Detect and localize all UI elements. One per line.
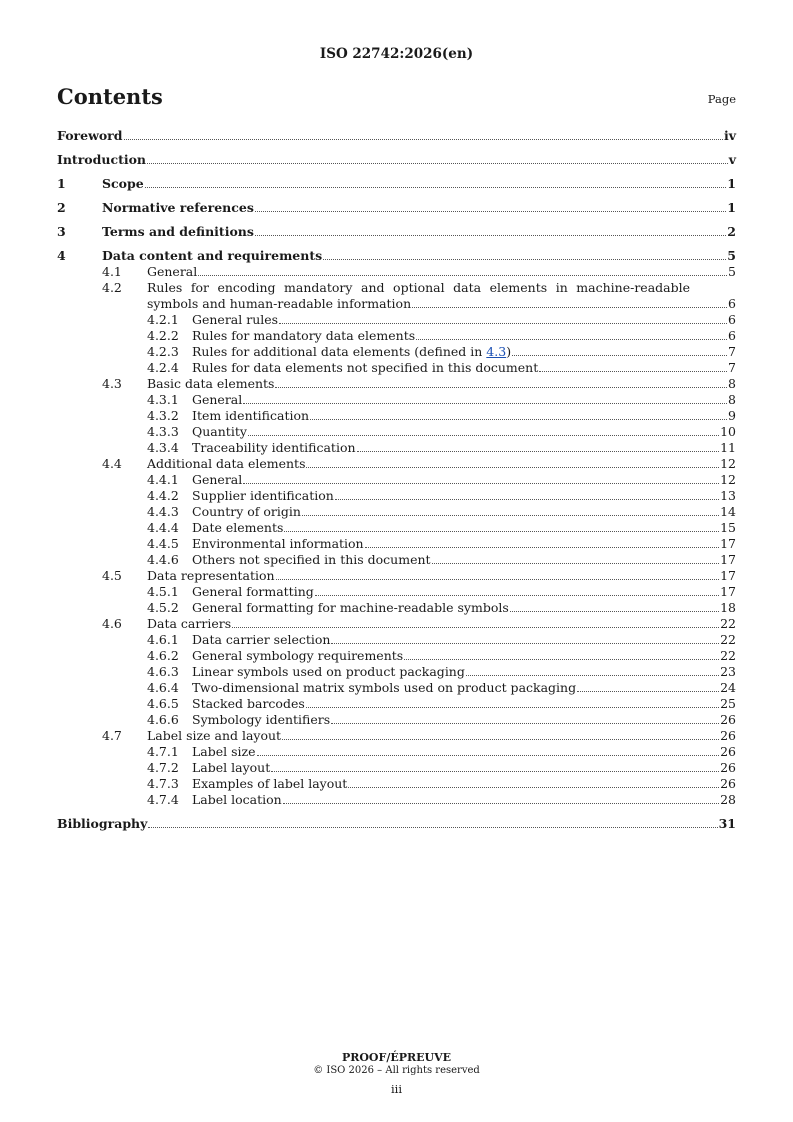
toc-entry-title: Additional data elements [147, 456, 306, 471]
toc-entry-number: 4.6.1 [147, 632, 179, 647]
leader-dots [255, 211, 726, 212]
document-id-header: ISO 22742:2026(en) [319, 46, 474, 62]
toc-entry-page: 23 [720, 664, 736, 679]
toc-entry-title: Rules for data elements not specified in this document [192, 360, 539, 375]
leader-dots [124, 139, 723, 140]
copyright-notice: © ISO 2026 – All rights reserved [313, 1065, 480, 1076]
leader-dots [331, 723, 719, 724]
toc-entry-number: 4.7.3 [147, 776, 179, 791]
toc-entry-number: 1 [57, 176, 66, 191]
toc-entry-number: 4.6.5 [147, 696, 179, 711]
toc-entry-page: 24 [720, 680, 736, 695]
toc-entry-title: Label location [192, 792, 282, 807]
toc-entry-number: 4.4 [102, 456, 122, 471]
toc-entry-title: Environmental information [192, 536, 364, 551]
toc-entry[interactable] [57, 536, 736, 552]
toc-entry-number: 4.5 [102, 568, 122, 583]
toc-entry-number: 2 [57, 200, 66, 215]
toc-entry-title: Item identification [192, 408, 310, 423]
toc-entry-page: 7 [728, 344, 736, 359]
leader-dots [412, 307, 727, 308]
toc-entry-number: 3 [57, 224, 66, 239]
toc-entry[interactable] [57, 520, 736, 536]
leader-dots [310, 419, 727, 420]
toc-entry-number: 4.4.4 [147, 520, 179, 535]
toc-entry[interactable] [57, 696, 736, 712]
toc-entry-number: 4.2 [102, 280, 122, 295]
toc-entry-title: Label size [192, 744, 256, 759]
leader-dots [147, 163, 728, 164]
toc-entry-title: Symbology identifiers [192, 712, 331, 727]
toc-entry-page: 1 [727, 200, 736, 215]
toc-entry[interactable] [57, 224, 736, 240]
toc-entry-title: Foreword [57, 128, 123, 143]
toc-entry-title: Basic data elements [147, 376, 275, 391]
toc-entry-number: 4.5.1 [147, 584, 179, 599]
leader-dots [306, 707, 719, 708]
toc-entry-title: Others not specified in this document [192, 552, 431, 567]
toc-entry-page: 6 [728, 328, 736, 343]
toc-entry-page: 8 [728, 392, 736, 407]
proof-label: PROOF/ÉPREUVE [341, 1051, 452, 1064]
toc-entry-title: Traceability identification [192, 440, 356, 455]
toc-entry[interactable] [57, 776, 736, 792]
leader-dots [243, 403, 727, 404]
toc-entry-number: 4.7 [102, 728, 122, 743]
toc-entry-number: 4.3.2 [147, 408, 179, 423]
toc-entry[interactable] [57, 424, 736, 440]
toc-entry-number: 4.7.1 [147, 744, 179, 759]
toc-entry[interactable] [57, 264, 736, 280]
toc-entry-title: General [147, 264, 198, 279]
toc-entry-page: 22 [720, 616, 736, 631]
toc-entry-number: 4.3.4 [147, 440, 179, 455]
toc-entry-title: Two-dimensional matrix symbols used on product packaging [192, 680, 577, 695]
toc-entry-page: 1 [727, 176, 736, 191]
toc-entry-number: 4.6.2 [147, 648, 179, 663]
toc-entry[interactable] [57, 152, 736, 168]
toc-entry-page: 17 [720, 584, 736, 599]
leader-dots [257, 755, 720, 756]
leader-dots [145, 187, 727, 188]
toc-entry[interactable] [57, 472, 736, 488]
leader-dots [271, 771, 719, 772]
toc-entry-title: Data carrier selection [192, 632, 331, 647]
toc-entry-number: 4.4.1 [147, 472, 179, 487]
toc-entry-number: 4.7.2 [147, 760, 179, 775]
toc-entry-number: 4.2.2 [147, 328, 179, 343]
toc-entry-page: iv [723, 128, 736, 143]
toc-entry-title: Normative references [102, 200, 254, 215]
toc-entry-page: 5 [728, 264, 736, 279]
toc-entry[interactable] [57, 408, 736, 424]
toc-entry[interactable] [57, 360, 736, 376]
toc-entry-title: Label layout [192, 760, 271, 775]
toc-entry[interactable] [57, 600, 736, 616]
toc-entry-page: 8 [728, 376, 736, 391]
toc-entry-page: 15 [720, 520, 736, 535]
leader-dots [331, 643, 719, 644]
toc-entry-title: Date elements [192, 520, 284, 535]
toc-entry-title: Rules for encoding mandatory and optional data elements in machine-readable [147, 280, 690, 295]
page-column-label: Page [707, 92, 736, 106]
toc-entry-page: 12 [720, 456, 736, 471]
toc-entry-title: Scope [102, 176, 144, 191]
leader-dots [302, 515, 719, 516]
toc-entry-number: 4.4.6 [147, 552, 179, 567]
toc-entry-title: Data carriers [147, 616, 232, 631]
toc-entry[interactable] [57, 456, 736, 472]
leader-dots [232, 627, 719, 628]
toc-entry[interactable] [57, 760, 736, 776]
toc-entry[interactable] [57, 504, 736, 520]
toc-entry-number: 4.1 [102, 264, 122, 279]
leader-dots [243, 483, 719, 484]
toc-entry-page: 22 [720, 648, 736, 663]
toc-entry-number: 4.3 [102, 376, 122, 391]
leader-dots [275, 387, 727, 388]
leader-dots [577, 691, 719, 692]
leader-dots [315, 595, 719, 596]
toc-entry-title: Examples of label layout [192, 776, 348, 791]
toc-entry[interactable] [57, 128, 736, 144]
toc-entry[interactable] [57, 664, 736, 680]
leader-dots [283, 803, 719, 804]
toc-entry-title: Terms and definitions [102, 224, 254, 239]
page-number: iii [390, 1082, 403, 1096]
toc-entry-page: 9 [728, 408, 736, 423]
leader-dots [248, 435, 719, 436]
toc-entry[interactable] [57, 344, 736, 360]
toc-entry-number: 4 [57, 248, 66, 263]
leader-dots [306, 467, 719, 468]
toc-entry-page: 12 [720, 472, 736, 487]
toc-entry-page: v [728, 152, 736, 167]
toc-entry-page: 5 [727, 248, 736, 263]
toc-entry[interactable] [57, 376, 736, 392]
toc-entry-title: General formatting [192, 584, 314, 599]
toc-entry-number: 4.2.4 [147, 360, 179, 375]
leader-dots [416, 339, 727, 340]
toc-entry-number: 4.3.3 [147, 424, 179, 439]
toc-entry-title: Data content and requirements [102, 248, 323, 263]
toc-entry-number: 4.4.3 [147, 504, 179, 519]
toc-entry-page: 17 [720, 568, 736, 583]
toc-entry[interactable] [57, 712, 736, 728]
contents-heading: Contents [57, 84, 163, 109]
toc-entry-title: Country of origin [192, 504, 301, 519]
leader-dots [335, 499, 719, 500]
toc-entry-title: Rules for additional data elements (defined in 4.3) [192, 344, 512, 359]
toc-entry-page: 2 [727, 224, 736, 239]
toc-entry-page: 6 [728, 312, 736, 327]
toc-entry[interactable] [57, 744, 736, 760]
toc-entry-number: 4.6.4 [147, 680, 179, 695]
toc-entry[interactable] [57, 488, 736, 504]
toc-entry-title: Supplier identification [192, 488, 334, 503]
leader-dots [432, 563, 720, 564]
leader-dots [539, 371, 727, 372]
toc-entry-page: 25 [720, 696, 736, 711]
toc-entry-title: Stacked barcodes [192, 696, 305, 711]
toc-entry-title: General [192, 472, 243, 487]
leader-dots [323, 259, 726, 260]
page-footer [0, 1051, 793, 1096]
toc-entry[interactable] [57, 792, 736, 808]
toc-entry-page: 26 [720, 744, 736, 759]
toc-entry-title: Data representation [147, 568, 275, 583]
toc-entry[interactable] [57, 552, 736, 568]
toc-entry-page: 26 [720, 776, 736, 791]
leader-dots [148, 827, 717, 828]
toc-entry-page: 10 [720, 424, 736, 439]
toc-entry[interactable] [57, 440, 736, 456]
toc-entry-page: 14 [720, 504, 736, 519]
toc-entry[interactable] [57, 280, 736, 312]
toc-entry-page: 11 [720, 440, 736, 455]
leader-dots [284, 531, 719, 532]
toc-entry-title: Rules for mandatory data elements [192, 328, 416, 343]
toc-entry-page: 26 [720, 760, 736, 775]
toc-entry[interactable] [57, 648, 736, 664]
leader-dots [404, 659, 719, 660]
leader-dots [466, 675, 719, 676]
toc-entry-number: 4.6.3 [147, 664, 179, 679]
toc-entry-page: 28 [720, 792, 736, 807]
toc-entry-number: 4.6.6 [147, 712, 179, 727]
cross-reference-link[interactable]: 4.3 [486, 344, 507, 359]
toc-entry[interactable] [57, 616, 736, 632]
leader-dots [255, 235, 726, 236]
toc-entry-number: 4.4.5 [147, 536, 179, 551]
toc-entry[interactable] [57, 816, 736, 832]
toc-entry-page: 18 [720, 600, 736, 615]
leader-dots [510, 611, 719, 612]
leader-dots [282, 739, 719, 740]
toc-entry[interactable] [57, 312, 736, 328]
toc-entry[interactable] [57, 632, 736, 648]
toc-entry-title: Label size and layout [147, 728, 282, 743]
toc-entry-number: 4.5.2 [147, 600, 179, 615]
toc-entry-title: General formatting for machine-readable symbols [192, 600, 509, 615]
toc-entry-page: 26 [720, 728, 736, 743]
toc-entry-title-continued [147, 296, 736, 312]
toc-entry[interactable] [57, 200, 736, 216]
toc-entry-number: 4.7.4 [147, 792, 179, 807]
toc-entry[interactable] [57, 680, 736, 696]
toc-entry-number: 4.2.1 [147, 312, 179, 327]
toc-entry-title: General [192, 392, 243, 407]
toc-entry-page: 26 [720, 712, 736, 727]
toc-entry-number: 4.6 [102, 616, 122, 631]
leader-dots [348, 787, 719, 788]
toc-entry-page: 6 [728, 296, 736, 311]
toc-entry-title: Quantity [192, 424, 247, 439]
toc-entry[interactable] [57, 176, 736, 192]
toc-entry-page: 17 [720, 552, 736, 567]
toc-entry[interactable] [57, 728, 736, 744]
leader-dots [276, 579, 719, 580]
leader-dots [365, 547, 719, 548]
toc-entry-title: General rules [192, 312, 279, 327]
leader-dots [357, 451, 720, 452]
toc-entry[interactable] [57, 568, 736, 584]
toc-entry-title: Bibliography [57, 816, 148, 831]
toc-entry-page: 22 [720, 632, 736, 647]
toc-entry[interactable] [57, 328, 736, 344]
toc-entry[interactable] [57, 248, 736, 264]
leader-dots [512, 355, 727, 356]
toc-entry-number: 4.4.2 [147, 488, 179, 503]
toc-entry-number: 4.3.1 [147, 392, 179, 407]
toc-entry[interactable] [57, 392, 736, 408]
leader-dots [279, 323, 727, 324]
toc-entry-page: 7 [728, 360, 736, 375]
toc-entry-title: Introduction [57, 152, 147, 167]
toc-entry-page: 13 [720, 488, 736, 503]
toc-entry[interactable] [57, 584, 736, 600]
toc-entry-title: General symbology requirements [192, 648, 404, 663]
toc-entry-number: 4.2.3 [147, 344, 179, 359]
toc-entry-title: Linear symbols used on product packaging [192, 664, 465, 679]
toc-entry-page: 31 [718, 816, 736, 831]
toc-entry-title: symbols and human-readable information [147, 296, 412, 311]
leader-dots [198, 275, 727, 276]
toc-entry-page: 17 [720, 536, 736, 551]
